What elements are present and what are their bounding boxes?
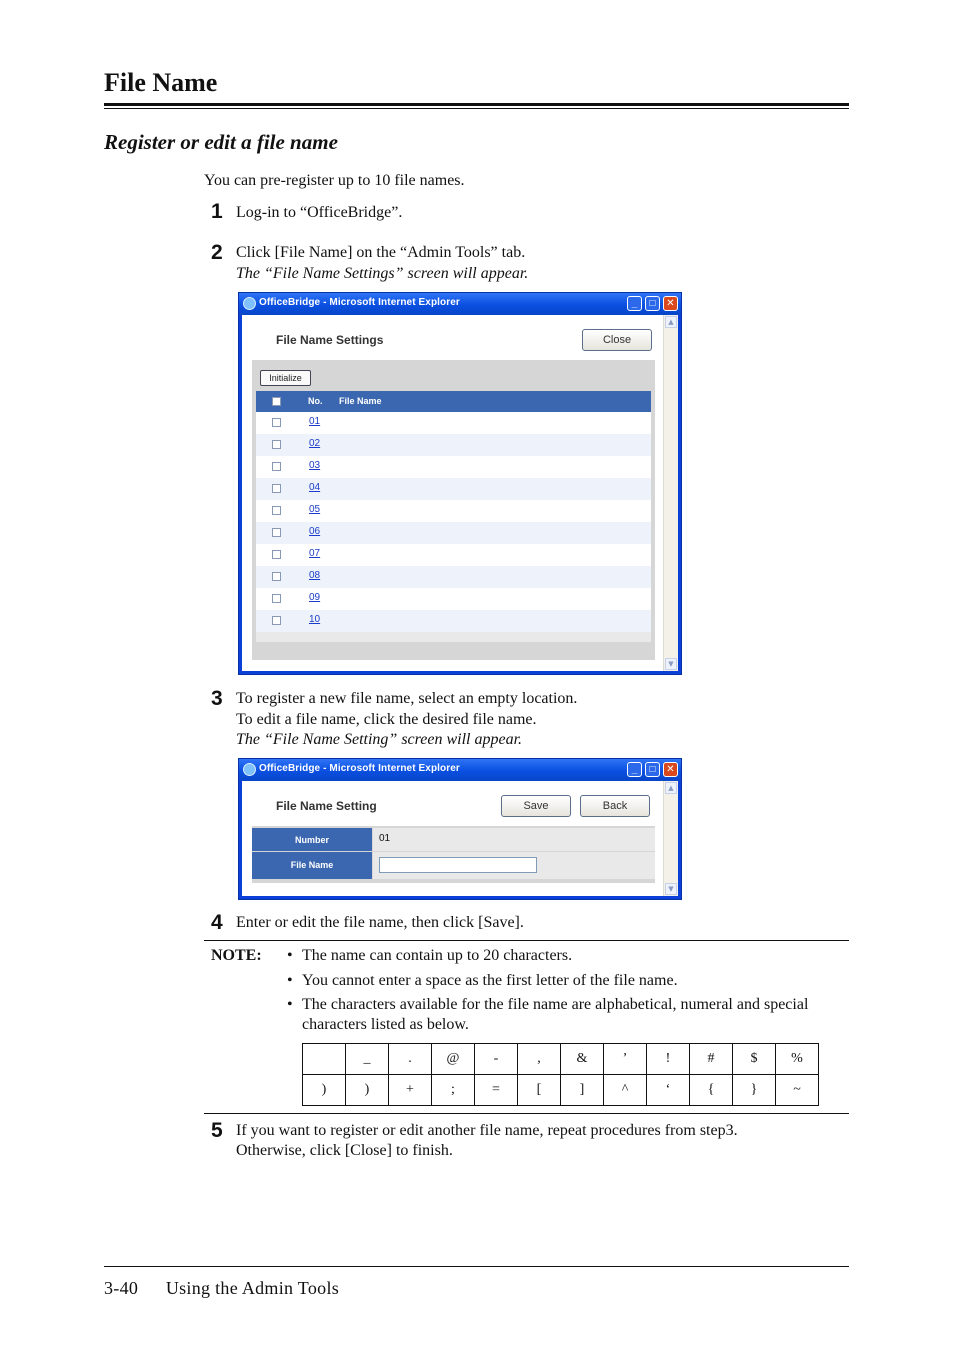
char-cell: @ (432, 1044, 475, 1075)
page-footer (104, 1278, 339, 1299)
step-result: The “File Name Settings” screen will appear. (236, 265, 529, 282)
char-cell: % (776, 1044, 819, 1075)
initialize-button[interactable]: Initialize (260, 370, 311, 386)
row-checkbox[interactable] (272, 528, 281, 537)
column-header-file-name: File Name (339, 396, 382, 406)
back-button[interactable]: Back (580, 795, 650, 817)
filename-label-cell (252, 852, 372, 879)
row-checkbox[interactable] (272, 594, 281, 603)
filename-label: File Name (290, 860, 334, 870)
screen-title: File Name Settings (276, 333, 384, 347)
note-bullet: The characters available for the file name are alphabetical, numeral and special characters listed as below. (302, 996, 809, 1033)
table-row (256, 456, 651, 478)
step-text: To register a new file name, select an empty location. (236, 690, 578, 707)
row-checkbox[interactable] (272, 484, 281, 493)
screen-title: File Name Setting (276, 799, 377, 813)
close-window-button[interactable]: ✕ (663, 296, 678, 311)
char-cell: } (733, 1075, 776, 1106)
scroll-up-icon[interactable]: ▲ (665, 316, 677, 328)
page-number: 3-40 (104, 1278, 139, 1298)
window-client (242, 315, 678, 671)
step-text: Otherwise, click [Close] to finish. (236, 1142, 453, 1159)
char-cell: # (690, 1044, 733, 1075)
char-cell: _ (346, 1044, 389, 1075)
scroll-down-icon[interactable]: ▼ (665, 883, 677, 895)
number-label: Number (294, 835, 329, 845)
char-row (303, 1044, 819, 1075)
char-cell: ; (432, 1075, 475, 1106)
note-label: NOTE: (211, 947, 262, 964)
close-button[interactable]: Close (582, 329, 652, 351)
table-row (256, 544, 651, 566)
window-title: OfficeBridge - Microsoft Internet Explorer (259, 763, 460, 774)
maximize-button[interactable]: □ (645, 762, 660, 777)
table-row (256, 522, 651, 544)
file-name-link[interactable]: 10 (309, 614, 321, 625)
char-cell: ~ (776, 1075, 819, 1106)
intro-text: You can pre-register up to 10 file names. (204, 172, 465, 189)
ie-icon (243, 763, 256, 776)
ie-icon (243, 297, 256, 310)
table-row (256, 500, 651, 522)
scroll-up-icon[interactable]: ▲ (665, 782, 677, 794)
title-rule (104, 103, 849, 106)
list-panel (252, 360, 655, 660)
row-checkbox[interactable] (272, 418, 281, 427)
footer-rule (104, 1266, 849, 1267)
minimize-button[interactable]: _ (627, 762, 642, 777)
step-number: 3 (211, 687, 223, 710)
table-panel (256, 391, 651, 642)
char-cell: [ (518, 1075, 561, 1106)
step-text: Click [File Name] on the “Admin Tools” tab. (236, 244, 526, 261)
char-row (303, 1075, 819, 1106)
page-title: File Name (104, 68, 218, 97)
window-titlebar (239, 759, 681, 781)
file-name-link[interactable]: 09 (309, 592, 321, 603)
row-checkbox[interactable] (272, 616, 281, 625)
bullet-icon: • (287, 947, 293, 964)
file-name-link[interactable]: 04 (309, 482, 321, 493)
vertical-scrollbar[interactable] (663, 315, 678, 671)
char-cell: ) (303, 1075, 346, 1106)
save-button[interactable]: Save (501, 795, 571, 817)
char-cell: ’ (604, 1044, 647, 1075)
char-cell (303, 1044, 346, 1075)
bullet-icon: • (287, 996, 293, 1013)
note-bullet: You cannot enter a space as the first letter of the file name. (302, 972, 678, 989)
step-number: 1 (211, 200, 223, 223)
note-bottom-rule (204, 1113, 849, 1114)
file-name-input[interactable] (379, 857, 537, 873)
char-cell: ^ (604, 1075, 647, 1106)
number-value: 01 (379, 833, 391, 844)
char-cell: ) (346, 1075, 389, 1106)
file-name-link[interactable]: 03 (309, 460, 321, 471)
char-cell: + (389, 1075, 432, 1106)
char-cell: ‘ (647, 1075, 690, 1106)
note-bullet: The name can contain up to 20 characters. (302, 947, 573, 964)
table-row (256, 412, 651, 434)
file-name-link[interactable]: 01 (309, 416, 321, 427)
title-rule-thin (104, 108, 849, 109)
table-row (256, 566, 651, 588)
select-all-checkbox[interactable] (272, 397, 281, 406)
char-cell: - (475, 1044, 518, 1075)
step-text: Enter or edit the file name, then click [Save]. (236, 914, 524, 931)
row-checkbox[interactable] (272, 550, 281, 559)
char-cell: ] (561, 1075, 604, 1106)
step-text: Log-in to “OfficeBridge”. (236, 204, 403, 221)
note-top-rule (204, 940, 849, 941)
settings-page (242, 315, 664, 671)
special-characters-table (302, 1043, 819, 1106)
number-value-cell (373, 828, 655, 851)
char-cell: & (561, 1044, 604, 1075)
minimize-button[interactable]: _ (627, 296, 642, 311)
table-row (256, 478, 651, 500)
number-label-cell (252, 828, 372, 851)
table-row (256, 588, 651, 610)
chapter-title: Using the Admin Tools (165, 1278, 340, 1298)
step-number: 4 (211, 911, 223, 934)
maximize-button[interactable]: □ (645, 296, 660, 311)
column-header-no: No. (308, 396, 323, 406)
file-name-link[interactable]: 02 (309, 438, 321, 449)
window-title: OfficeBridge - Microsoft Internet Explorer (259, 297, 460, 308)
step-number: 2 (211, 241, 223, 264)
step-result: The “File Name Setting” screen will appear. (236, 731, 523, 748)
row-checkbox[interactable] (272, 462, 281, 471)
step-number: 5 (211, 1119, 223, 1142)
row-checkbox[interactable] (272, 440, 281, 449)
file-name-link[interactable]: 08 (309, 570, 321, 581)
char-cell: , (518, 1044, 561, 1075)
close-window-button[interactable]: ✕ (663, 762, 678, 777)
char-cell: { (690, 1075, 733, 1106)
char-cell: . (389, 1044, 432, 1075)
step-text: If you want to register or edit another file name, repeat procedures from step3. (236, 1122, 738, 1139)
step-text: To edit a file name, click the desired file name. (236, 711, 537, 728)
section-title: Register or edit a file name (104, 130, 338, 154)
filename-value-cell (373, 852, 655, 879)
char-cell: ! (647, 1044, 690, 1075)
file-name-link[interactable]: 05 (309, 504, 321, 515)
table-header (256, 391, 651, 412)
file-name-link[interactable]: 06 (309, 526, 321, 537)
bullet-icon: • (287, 972, 293, 989)
setting-window (238, 758, 682, 900)
window-titlebar (239, 293, 681, 315)
row-checkbox[interactable] (272, 572, 281, 581)
scroll-down-icon[interactable]: ▼ (665, 658, 677, 670)
row-checkbox[interactable] (272, 506, 281, 515)
table-row (256, 434, 651, 456)
file-name-link[interactable]: 07 (309, 548, 321, 559)
char-cell: = (475, 1075, 518, 1106)
table-row (256, 610, 651, 632)
form-panel (252, 826, 655, 883)
char-cell: $ (733, 1044, 776, 1075)
vertical-scrollbar[interactable] (663, 781, 678, 896)
table-body (256, 412, 651, 634)
window-client (242, 781, 678, 896)
setting-page (242, 781, 664, 896)
settings-window (238, 292, 682, 675)
